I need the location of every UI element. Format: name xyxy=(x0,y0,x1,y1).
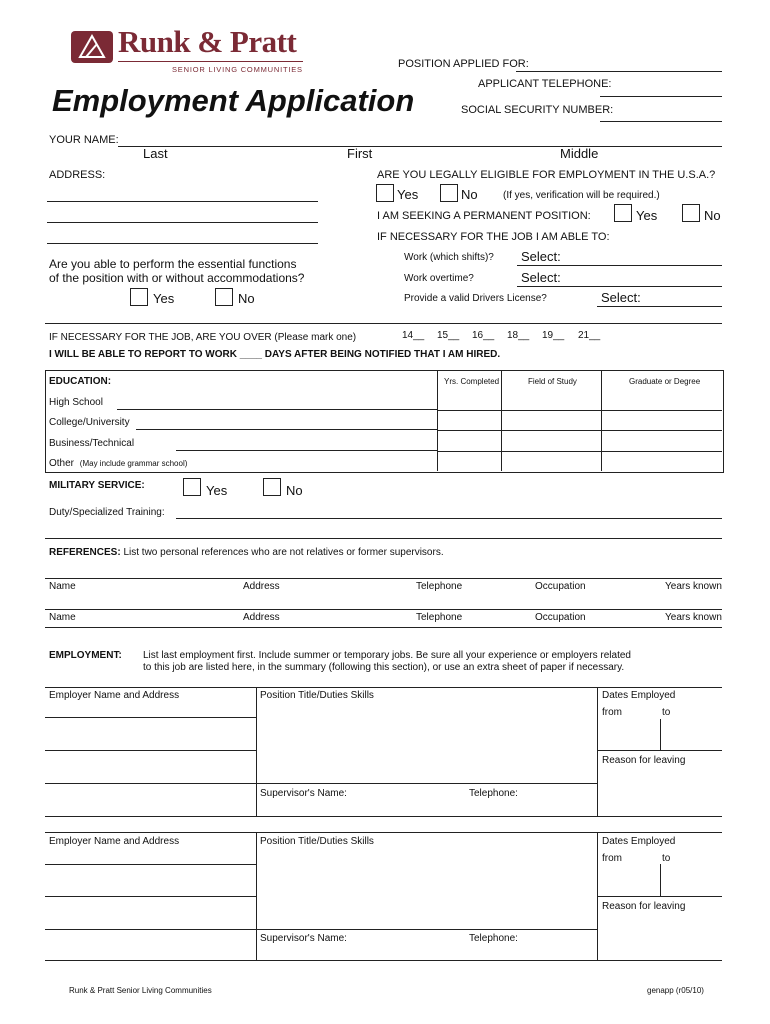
functions-question-line-2: of the position with or without accommodations? xyxy=(49,271,305,285)
employer-1-dates-label: Dates Employed xyxy=(602,690,676,701)
employer-2-reason-label: Reason for leaving xyxy=(602,901,686,912)
edu-row-high-school: High School xyxy=(49,397,103,408)
edu-row-business: Business/Technical xyxy=(49,438,135,449)
employment-instructions-2: to this job are listed here, in the summary (following this section), or use an extra sheet of paper if necessary. xyxy=(143,662,625,673)
age-option-18[interactable]: 18__ xyxy=(507,330,530,341)
age-option-21[interactable]: 21__ xyxy=(578,330,601,341)
age-option-16[interactable]: 16__ xyxy=(472,330,495,341)
eligible-yes-label: Yes xyxy=(397,187,419,202)
functions-no-checkbox[interactable] xyxy=(215,288,233,306)
name-middle-label: Middle xyxy=(560,146,599,161)
col-graduate-degree: Graduate or Degree xyxy=(629,377,701,386)
col-field-of-study: Field of Study xyxy=(528,377,577,386)
shifts-label: Work (which shifts)? xyxy=(404,252,494,263)
functions-yes-checkbox[interactable] xyxy=(130,288,148,306)
age-question: IF NECESSARY FOR THE JOB, ARE YOU OVER (Please mark one) xyxy=(49,332,357,343)
college-field[interactable] xyxy=(136,429,437,430)
military-label: MILITARY SERVICE: xyxy=(49,480,145,491)
report-to-work-text: I WILL BE ABLE TO REPORT TO WORK ____ DAYS AFTER BEING NOTIFIED THAT I AM HIRED. xyxy=(49,349,501,360)
employer-2-supervisor-label: Supervisor's Name: xyxy=(260,933,347,944)
employer-2-to-label: to xyxy=(662,853,671,864)
reference-2-line[interactable] xyxy=(45,609,722,610)
employer-1-to-label: to xyxy=(662,707,671,718)
reference-2-address: Address xyxy=(243,612,280,623)
reference-2-occupation: Occupation xyxy=(535,612,586,623)
military-yes-checkbox[interactable] xyxy=(183,478,201,496)
education-label: EDUCATION: xyxy=(49,376,112,387)
shifts-select[interactable]: Select: xyxy=(521,249,561,264)
reference-2-name: Name xyxy=(49,612,76,623)
age-option-19[interactable]: 19__ xyxy=(542,330,565,341)
employer-1-supervisor-label: Supervisor's Name: xyxy=(260,788,347,799)
age-option-14[interactable]: 14__ xyxy=(402,330,425,341)
employer-1-position-label: Position Title/Duties Skills xyxy=(260,690,374,701)
overtime-label: Work overtime? xyxy=(404,273,474,284)
your-name-label: YOUR NAME: xyxy=(49,134,119,146)
reference-2-telephone: Telephone xyxy=(416,612,463,623)
name-field[interactable] xyxy=(118,146,722,147)
employer-2-telephone-label: Telephone: xyxy=(469,933,518,944)
employer-1-telephone-label: Telephone: xyxy=(469,788,518,799)
other-note: (May include grammar school) xyxy=(79,459,188,468)
military-no-label: No xyxy=(286,483,303,498)
col-years-completed: Yrs. Completed xyxy=(444,377,500,386)
permanent-yes-label: Yes xyxy=(636,208,658,223)
logo-subtitle: SENIOR LIVING COMMUNITIES xyxy=(172,65,303,74)
reference-2-years: Years known xyxy=(665,612,722,623)
employer-2-dates-label: Dates Employed xyxy=(602,836,676,847)
license-select[interactable]: Select: xyxy=(601,290,641,305)
logo-emblem-icon xyxy=(70,30,114,64)
employer-2-name-line-3[interactable] xyxy=(45,929,256,930)
address-line-3[interactable] xyxy=(47,243,318,244)
ssn-label: SOCIAL SECURITY NUMBER: xyxy=(461,104,614,116)
employer-1-name-line-2[interactable] xyxy=(45,750,256,751)
reference-1-name: Name xyxy=(49,581,76,592)
company-logo xyxy=(70,24,310,78)
employer-1-name-line-1[interactable] xyxy=(45,717,256,718)
ssn-field[interactable] xyxy=(600,121,722,122)
references-heading: REFERENCES: List two personal references who are not relatives or former supervisors. xyxy=(49,547,444,558)
reference-1-occupation: Occupation xyxy=(535,581,586,592)
permanent-no-label: No xyxy=(704,208,721,223)
employer-1-name-label: Employer Name and Address xyxy=(49,690,180,701)
overtime-select[interactable]: Select: xyxy=(521,270,561,285)
license-label: Provide a valid Drivers License? xyxy=(404,293,547,304)
eligible-yes-checkbox[interactable] xyxy=(376,184,394,202)
eligibility-question: ARE YOU LEGALLY ELIGIBLE FOR EMPLOYMENT IN THE U.S.A.? xyxy=(377,169,716,181)
footer-form-code: genapp (r05/10) xyxy=(647,986,704,995)
employer-2-name-line-2[interactable] xyxy=(45,896,256,897)
functions-question-line-1: Are you able to perform the essential functions xyxy=(49,257,297,271)
employer-2-from-label: from xyxy=(602,853,622,864)
employment-label: EMPLOYMENT: xyxy=(49,650,122,661)
permanent-yes-checkbox[interactable] xyxy=(614,204,632,222)
address-label: ADDRESS: xyxy=(49,169,106,181)
footer-company: Runk & Pratt Senior Living Communities xyxy=(69,986,212,995)
employer-1-reason-label: Reason for leaving xyxy=(602,755,686,766)
position-applied-field[interactable] xyxy=(516,71,722,72)
permanent-no-checkbox[interactable] xyxy=(682,204,700,222)
employer-2-position-label: Position Title/Duties Skills xyxy=(260,836,374,847)
training-field[interactable] xyxy=(176,518,722,519)
address-line-1[interactable] xyxy=(47,201,318,202)
address-line-2[interactable] xyxy=(47,222,318,223)
age-option-15[interactable]: 15__ xyxy=(437,330,460,341)
reference-1-address: Address xyxy=(243,581,280,592)
edu-row-college: College/University xyxy=(49,417,130,428)
name-last-label: Last xyxy=(143,146,168,161)
edu-row-other: Other (May include grammar school) xyxy=(49,458,188,469)
page-title: Employment Application xyxy=(52,83,415,118)
position-applied-label: POSITION APPLIED FOR: xyxy=(398,58,529,70)
able-to-label: IF NECESSARY FOR THE JOB I AM ABLE TO: xyxy=(377,231,610,243)
employer-2-name-label: Employer Name and Address xyxy=(49,836,180,847)
functions-no-label: No xyxy=(238,291,255,306)
employer-2-name-line-1[interactable] xyxy=(45,864,256,865)
military-yes-label: Yes xyxy=(206,483,228,498)
reference-1-line[interactable] xyxy=(45,578,722,579)
permanent-position-question: I AM SEEKING A PERMANENT POSITION: xyxy=(377,210,591,222)
reference-1-telephone: Telephone xyxy=(416,581,463,592)
functions-yes-label: Yes xyxy=(153,291,175,306)
employment-instructions-1: List last employment first. Include summer or temporary jobs. Be sure all your experience or employers related xyxy=(143,650,631,661)
name-first-label: First xyxy=(347,146,373,161)
logo-text: Runk & Pratt xyxy=(118,24,297,59)
military-no-checkbox[interactable] xyxy=(263,478,281,496)
report-days-blank[interactable]: ____ xyxy=(239,349,262,360)
high-school-field[interactable] xyxy=(117,409,437,410)
verification-note: (If yes, verification will be required.) xyxy=(503,190,660,201)
applicant-telephone-label: APPLICANT TELEPHONE: xyxy=(478,78,612,90)
eligible-no-checkbox[interactable] xyxy=(440,184,458,202)
employer-1-name-line-3[interactable] xyxy=(45,783,256,784)
applicant-telephone-field[interactable] xyxy=(600,96,722,97)
business-field[interactable] xyxy=(176,450,437,451)
eligible-no-label: No xyxy=(461,187,478,202)
reference-1-years: Years known xyxy=(665,581,722,592)
employer-1-from-label: from xyxy=(602,707,622,718)
training-label: Duty/Specialized Training: xyxy=(49,507,165,518)
